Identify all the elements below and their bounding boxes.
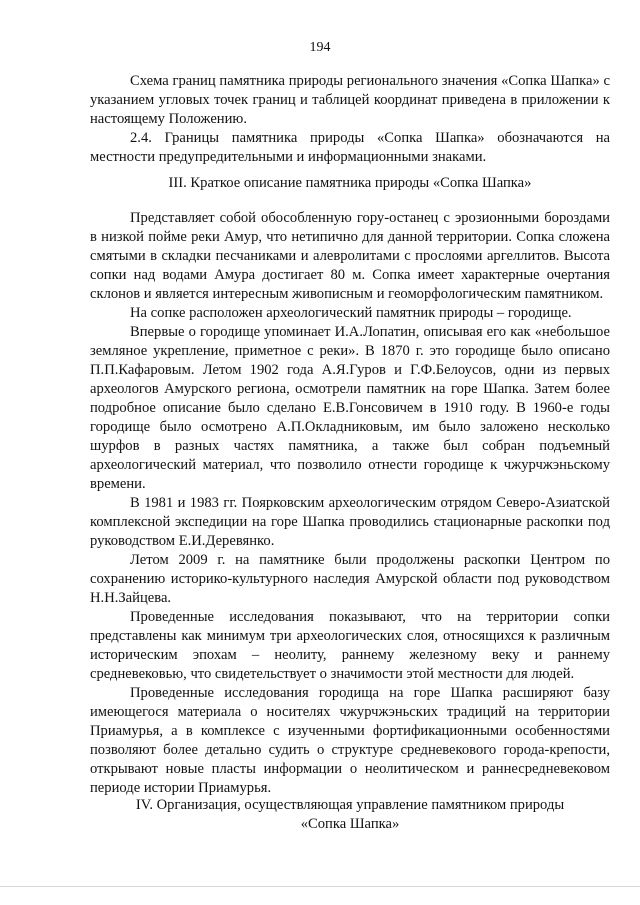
section-3-title: III. Краткое описание памятника природы «Сопка Шапка» [168,175,532,191]
paragraph-history: Впервые о городище упоминает И.А.Лопатин, описывая его как «небольшое земляное укрепление, приметное с реки». В 1870 г. это городище было описано П.П.Кафаровым. Летом 1902 года А.Я.Гуров и Г.Ф.Белоусов, одни из первых археологов Амурского региона, осмотрели памятник на горе Шапка. Затем более подробное описание было сделано Е.В.Гонсовичем в 1910 году. В 1960-е годы городище было осмотрено А.П.Окладниковым, им было заложено несколько шурфов в разных частях памятника, а также был собран подъемный археологический материал, что позволило отнести городище к чжурчжэньскому времени. [90,324,610,492]
section-3-body [90,209,610,798]
paragraph-research-results: Проведенные исследования показывают, что на территории сопки представлены как минимум три археологических слоя, относящихся к различным историческим эпохам – неолиту, раннему железному веку и раннему средневековью, что свидетельствует о значимости этой местности для людей. [90,609,610,682]
paragraph-archaeology: На сопке расположен археологический памятник природы – городище. [130,305,572,321]
section-4-heading [90,796,610,834]
section-4-title-line-2: «Сопка Шапка» [300,816,400,832]
scan-edge-line [0,886,640,887]
paragraph-excavations-1981: В 1981 и 1983 гг. Поярковским археологическим отрядом Северо-Азиатской комплексной экспедиции на горе Шапка проводились стационарные раскопки под руководством Е.И.Деревянко. [90,495,610,549]
paragraph-research-significance: Проведенные исследования городища на горе Шапка расширяют базу имеющегося материала о носителях чжурчжэньских традиций на территории Приамурья, а в комплексе с изученными фортификационными особенностями позволяют более детально судить о структуре средневекового города-крепости, открывают новые пласты информации о неолитическом и раннесредневековом периоде истории Приамурья. [90,685,610,796]
paragraph-excavations-2009: Летом 2009 г. на памятнике были продолжены раскопки Центром по сохранению историко-культурного наследия Амурской области под руководством Н.Н.Зайцева. [90,552,610,606]
paragraph-scheme: Схема границ памятника природы регионального значения «Сопка Шапка» с указанием угловых точек границ и таблицей координат приведена в приложении к настоящему Положению. [90,73,610,127]
intro-text [90,72,610,167]
section-4-title-line-1: IV. Организация, осуществляющая управление памятником природы [135,797,565,813]
section-3-heading [90,174,610,193]
paragraph-2-4: 2.4. Границы памятника природы «Сопка Шапка» обозначаются на местности предупредительными и информационными знаками. [90,130,610,165]
paragraph-description: Представляет собой обособленную гору-останец с эрозионными бороздами в низкой пойме реки Амур, что нетипично для данной территории. Сопка сложена смятыми в складки песчаниками и алевролитами с прослоями аргеллитов. Высота сопки над водами Амура достигает 80 м. Сопка имеет характерные очертания склонов и является интересным живописным и геоморфологическим памятником. [90,210,610,302]
page-number: 194 [309,40,331,55]
